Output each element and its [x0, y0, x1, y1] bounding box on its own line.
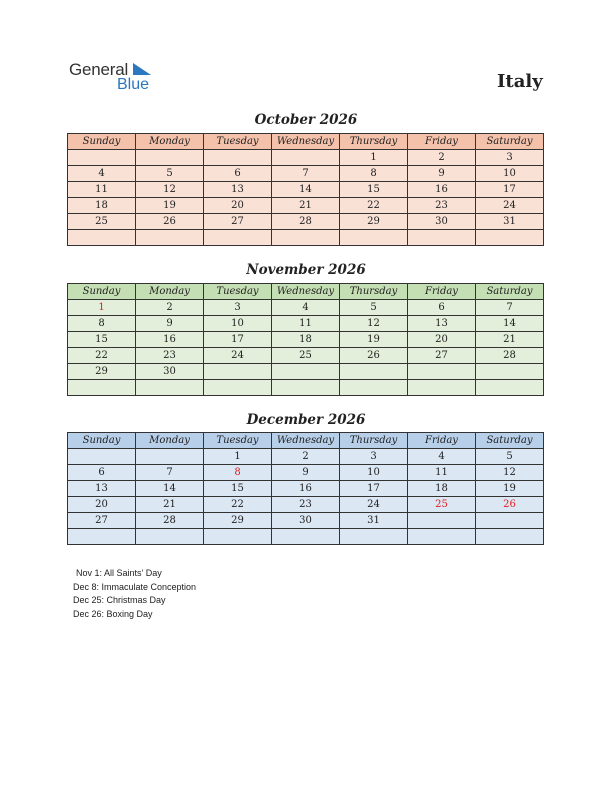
holiday-day-cell: 26	[476, 497, 544, 513]
weekday-header-friday: Friday	[408, 284, 476, 300]
day-cell: 25	[68, 214, 136, 230]
week-row	[68, 364, 544, 380]
day-cell: 15	[340, 182, 408, 198]
day-cell: 21	[272, 198, 340, 214]
day-cell: 11	[272, 316, 340, 332]
day-cell: 12	[340, 316, 408, 332]
empty-day-cell	[204, 529, 272, 545]
logo-triangle-icon	[133, 63, 153, 77]
week-row	[68, 198, 544, 214]
day-cell: 20	[204, 198, 272, 214]
week-row	[68, 348, 544, 364]
empty-day-cell	[476, 364, 544, 380]
day-cell: 14	[476, 316, 544, 332]
week-row	[68, 150, 544, 166]
day-cell: 11	[68, 182, 136, 198]
weekday-header-tuesday: Tuesday	[204, 134, 272, 150]
empty-day-cell	[204, 230, 272, 246]
day-cell: 11	[408, 465, 476, 481]
empty-day-cell	[408, 529, 476, 545]
empty-day-cell	[68, 150, 136, 166]
holiday-note: Dec 25: Christmas Day	[73, 595, 166, 605]
weekday-header-saturday: Saturday	[476, 433, 544, 449]
day-cell: 18	[68, 198, 136, 214]
day-cell: 22	[340, 198, 408, 214]
day-cell: 2	[136, 300, 204, 316]
day-cell: 16	[408, 182, 476, 198]
day-cell: 12	[476, 465, 544, 481]
weekday-header-wednesday: Wednesday	[272, 284, 340, 300]
empty-day-cell	[408, 513, 476, 529]
week-row	[68, 449, 544, 465]
day-cell: 3	[204, 300, 272, 316]
week-row	[68, 316, 544, 332]
day-cell: 21	[476, 332, 544, 348]
week-row	[68, 214, 544, 230]
empty-day-cell	[68, 529, 136, 545]
holiday-note: Dec 26: Boxing Day	[73, 608, 153, 619]
day-cell: 17	[476, 182, 544, 198]
day-cell: 31	[340, 513, 408, 529]
day-cell: 29	[204, 513, 272, 529]
day-cell: 12	[136, 182, 204, 198]
weekday-header-monday: Monday	[136, 433, 204, 449]
day-cell: 10	[476, 166, 544, 182]
week-row	[68, 300, 544, 316]
day-cell: 14	[136, 481, 204, 497]
day-cell: 27	[408, 348, 476, 364]
day-cell: 28	[136, 513, 204, 529]
day-cell: 2	[408, 150, 476, 166]
weekday-header-sunday: Sunday	[68, 284, 136, 300]
weekday-header-monday: Monday	[136, 134, 204, 150]
weekday-header-sunday: Sunday	[68, 134, 136, 150]
week-row	[68, 166, 544, 182]
month-title-december: December 2026	[246, 412, 366, 428]
week-row	[68, 465, 544, 481]
empty-day-cell	[272, 380, 340, 396]
day-cell: 15	[68, 332, 136, 348]
week-row	[68, 230, 544, 246]
day-cell: 19	[340, 332, 408, 348]
weekday-header-friday: Friday	[408, 433, 476, 449]
weekday-header-sunday: Sunday	[68, 433, 136, 449]
brand-blue-text: Blue	[117, 76, 150, 93]
day-cell: 13	[68, 481, 136, 497]
month-title-october: October 2026	[254, 112, 358, 128]
week-row	[68, 380, 544, 396]
day-cell: 22	[204, 497, 272, 513]
weekday-header-thursday: Thursday	[340, 284, 408, 300]
day-cell: 9	[272, 465, 340, 481]
calendar-november	[67, 283, 544, 396]
day-cell: 31	[476, 214, 544, 230]
day-cell: 5	[340, 300, 408, 316]
day-cell: 3	[340, 449, 408, 465]
day-cell: 7	[272, 166, 340, 182]
day-cell: 10	[340, 465, 408, 481]
day-cell: 15	[204, 481, 272, 497]
day-cell: 13	[408, 316, 476, 332]
day-cell: 4	[68, 166, 136, 182]
empty-day-cell	[136, 449, 204, 465]
day-cell: 26	[340, 348, 408, 364]
week-row	[68, 529, 544, 545]
day-cell: 16	[272, 481, 340, 497]
day-cell: 28	[476, 348, 544, 364]
day-cell: 6	[204, 166, 272, 182]
day-cell: 30	[272, 513, 340, 529]
day-cell: 4	[408, 449, 476, 465]
empty-day-cell	[408, 230, 476, 246]
brand-logo	[69, 60, 159, 96]
day-cell: 1	[340, 150, 408, 166]
calendar-body	[68, 150, 544, 246]
empty-day-cell	[272, 230, 340, 246]
weekday-header-row	[68, 284, 544, 300]
day-cell: 19	[136, 198, 204, 214]
day-cell: 28	[272, 214, 340, 230]
empty-day-cell	[340, 230, 408, 246]
empty-day-cell	[476, 513, 544, 529]
day-cell: 18	[272, 332, 340, 348]
weekday-header-row	[68, 433, 544, 449]
day-cell: 25	[272, 348, 340, 364]
day-cell: 6	[68, 465, 136, 481]
week-row	[68, 513, 544, 529]
day-cell: 4	[272, 300, 340, 316]
weekday-header-thursday: Thursday	[340, 433, 408, 449]
day-cell: 24	[476, 198, 544, 214]
day-cell: 18	[408, 481, 476, 497]
empty-day-cell	[204, 150, 272, 166]
day-cell: 27	[204, 214, 272, 230]
empty-day-cell	[408, 364, 476, 380]
weekday-header-saturday: Saturday	[476, 284, 544, 300]
empty-day-cell	[136, 529, 204, 545]
empty-day-cell	[476, 230, 544, 246]
empty-day-cell	[272, 529, 340, 545]
empty-day-cell	[136, 150, 204, 166]
weekday-header-thursday: Thursday	[340, 134, 408, 150]
calendar-body	[68, 449, 544, 545]
day-cell: 23	[272, 497, 340, 513]
day-cell: 3	[476, 150, 544, 166]
holiday-day-cell: 25	[408, 497, 476, 513]
day-cell: 23	[408, 198, 476, 214]
day-cell: 6	[408, 300, 476, 316]
day-cell: 17	[340, 481, 408, 497]
week-row	[68, 332, 544, 348]
calendar-october	[67, 133, 544, 246]
day-cell: 7	[476, 300, 544, 316]
empty-day-cell	[204, 364, 272, 380]
day-cell: 8	[68, 316, 136, 332]
day-cell: 1	[204, 449, 272, 465]
holiday-note: Nov 1: All Saints’ Day	[76, 568, 162, 578]
week-row	[68, 182, 544, 198]
day-cell: 17	[204, 332, 272, 348]
empty-day-cell	[136, 230, 204, 246]
country-title: Italy	[497, 71, 543, 92]
calendar-december	[67, 432, 544, 545]
day-cell: 30	[136, 364, 204, 380]
empty-day-cell	[68, 230, 136, 246]
day-cell: 7	[136, 465, 204, 481]
day-cell: 29	[68, 364, 136, 380]
day-cell: 21	[136, 497, 204, 513]
empty-day-cell	[340, 380, 408, 396]
empty-day-cell	[476, 529, 544, 545]
day-cell: 8	[340, 166, 408, 182]
empty-day-cell	[68, 449, 136, 465]
day-cell: 10	[204, 316, 272, 332]
day-cell: 5	[476, 449, 544, 465]
empty-day-cell	[272, 364, 340, 380]
day-cell: 20	[68, 497, 136, 513]
day-cell: 23	[136, 348, 204, 364]
empty-day-cell	[68, 380, 136, 396]
empty-day-cell	[204, 380, 272, 396]
weekday-header-tuesday: Tuesday	[204, 284, 272, 300]
calendar-body	[68, 300, 544, 396]
weekday-header-wednesday: Wednesday	[272, 433, 340, 449]
day-cell: 27	[68, 513, 136, 529]
empty-day-cell	[136, 380, 204, 396]
weekday-header-monday: Monday	[136, 284, 204, 300]
empty-day-cell	[340, 529, 408, 545]
brand-general-text: General	[69, 60, 129, 79]
day-cell: 26	[136, 214, 204, 230]
day-cell: 14	[272, 182, 340, 198]
day-cell: 29	[340, 214, 408, 230]
day-cell: 30	[408, 214, 476, 230]
holiday-day-cell: 1	[68, 300, 136, 316]
weekday-header-tuesday: Tuesday	[204, 433, 272, 449]
day-cell: 22	[68, 348, 136, 364]
week-row	[68, 497, 544, 513]
day-cell: 5	[136, 166, 204, 182]
day-cell: 20	[408, 332, 476, 348]
day-cell: 2	[272, 449, 340, 465]
day-cell: 9	[408, 166, 476, 182]
day-cell: 24	[340, 497, 408, 513]
weekday-header-saturday: Saturday	[476, 134, 544, 150]
day-cell: 9	[136, 316, 204, 332]
weekday-header-row	[68, 134, 544, 150]
day-cell: 16	[136, 332, 204, 348]
day-cell: 19	[476, 481, 544, 497]
empty-day-cell	[272, 150, 340, 166]
empty-day-cell	[476, 380, 544, 396]
holiday-notes	[73, 567, 196, 621]
month-title-november: November 2026	[246, 262, 366, 278]
empty-day-cell	[408, 380, 476, 396]
day-cell: 13	[204, 182, 272, 198]
week-row	[68, 481, 544, 497]
holiday-note: Dec 8: Immaculate Conception	[73, 581, 197, 592]
day-cell: 24	[204, 348, 272, 364]
weekday-header-wednesday: Wednesday	[272, 134, 340, 150]
empty-day-cell	[340, 364, 408, 380]
holiday-day-cell: 8	[204, 465, 272, 481]
weekday-header-friday: Friday	[408, 134, 476, 150]
